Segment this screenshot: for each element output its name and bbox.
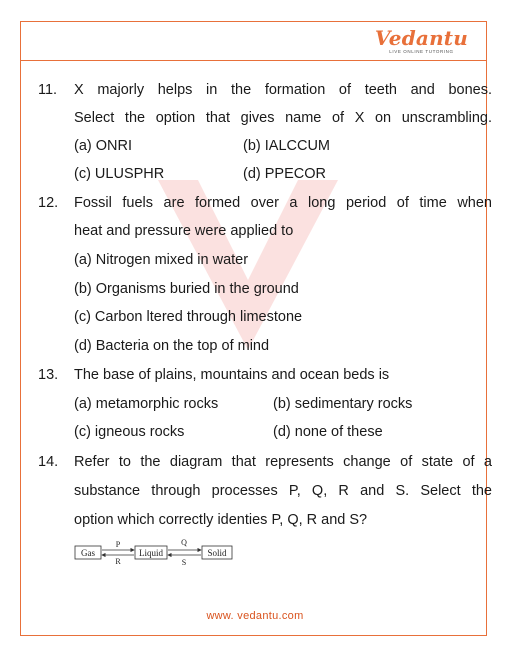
question-number: 14.: [38, 454, 59, 470]
question-number: 11.: [38, 82, 58, 98]
option-b: (b) sedimentary rocks: [273, 396, 413, 412]
option-c: (c) igneous rocks: [74, 424, 185, 440]
option-b: (b) Organisms buried in the ground: [74, 281, 299, 297]
option-c: (c) Carbon ltered through limestone: [74, 309, 303, 325]
logo-tagline: LIVE ONLINE TUTORING: [389, 49, 454, 54]
question-number: 12.: [38, 195, 59, 211]
question-text-line: Fossil fuels are formed over a long period of time when: [74, 195, 492, 211]
option-a: (a) Nitrogen mixed in water: [74, 252, 249, 268]
arrow-p-label: P: [115, 540, 121, 549]
option-d: (d) Bacteria on the top of mind: [74, 338, 270, 354]
arrow-q-label: Q: [181, 538, 187, 547]
option-c: (c) ULUSPHR: [74, 166, 165, 182]
question-text-line: Select the option that gives name of X on unscrambling.: [74, 110, 492, 126]
gas-label: Gas: [81, 548, 95, 558]
logo-text: Vedantu: [374, 26, 468, 50]
question-text-line: option which correctly identies P, Q, R and S?: [74, 512, 368, 528]
option-d: (d) PPECOR: [243, 166, 326, 182]
arrow-r-label: R: [115, 557, 121, 566]
question-text-line: heat and pressure were applied to: [74, 223, 294, 239]
state-change-diagram: [74, 537, 244, 567]
arrow-s-label: S: [181, 558, 187, 567]
question-text-line: X majorly helps in the formation of teeth and bones.: [74, 82, 492, 98]
question-number: 13.: [38, 367, 59, 383]
vedantu-logo: [375, 28, 468, 54]
header-divider: [20, 60, 487, 61]
question-text-line: The base of plains, mountains and ocean beds is: [74, 367, 390, 383]
option-a: (a) ONRI: [74, 138, 132, 154]
question-text-line: Refer to the diagram that represents change of state of a: [74, 454, 492, 470]
question-text-line: substance through processes P, Q, R and S. Select the: [74, 483, 492, 499]
footer-url[interactable]: www. vedantu.com: [206, 610, 304, 622]
solid-label: Solid: [207, 548, 227, 558]
option-d: (d) none of these: [273, 424, 383, 440]
option-a: (a) metamorphic rocks: [74, 396, 219, 412]
option-b: (b) IALCCUM: [243, 138, 331, 154]
liquid-label: Liquid: [139, 548, 163, 558]
